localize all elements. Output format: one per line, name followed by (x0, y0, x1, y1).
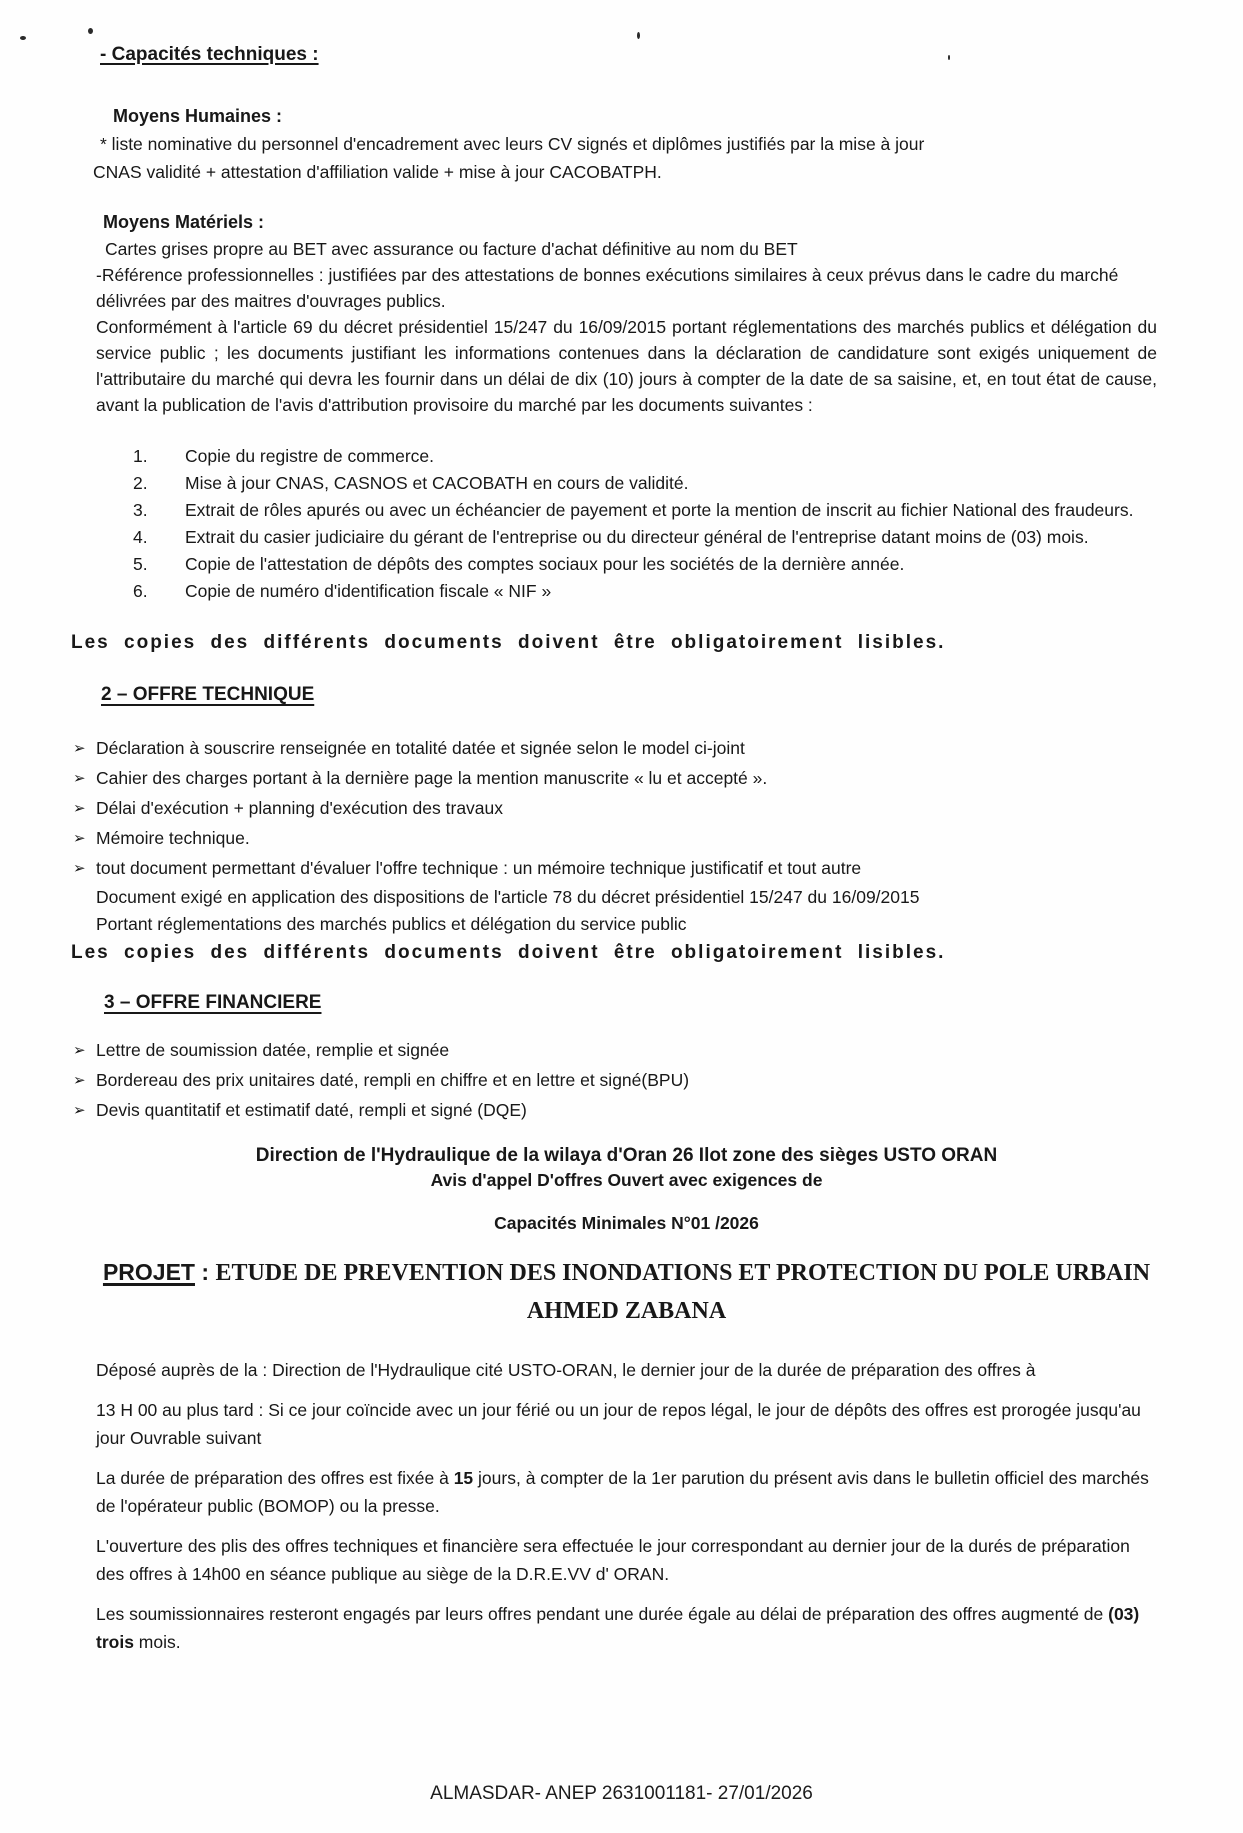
required-documents-list (133, 444, 1157, 604)
capacites-techniques-heading: - Capacités techniques : (100, 44, 319, 65)
engagement-paragraph (96, 1600, 1157, 1656)
list-item-number: 6. (133, 581, 148, 601)
arrow-bullet-icon: ➢ (73, 1072, 86, 1089)
lisibles-note-2: Les copies des différents documents doivent être obligatoirement lisibles. (71, 942, 946, 963)
list-item (73, 1096, 1157, 1125)
deadline-paragraph: 13 H 00 au plus tard : Si ce jour coïncide avec un jour férié ou un jour de repos légal, le jour de dépôts des offres est prorogée jusqu'au jour Ouvrable suivant (96, 1400, 1141, 1448)
conformement-article-69-paragraph: Conformément à l'article 69 du décret présidentiel 15/247 du 16/09/2015 portant réglementations des marchés publics et délégation du service public ; les documents justifiant les informations contenues dans la déclaration de candidature sont exigés uniquement de l'attributaire du marché qui devra les fournir dans un délai de dix (10) jours à compter de la date de sa saisine, et, en tout état de cause, avant la publication de l'avis d'attribution provisoire du marché par les documents suivantes : (96, 317, 1157, 415)
arrow-bullet-icon: ➢ (73, 860, 86, 877)
lisibles-note-1: Les copies des différents documents doivent être obligatoirement lisibles. (71, 632, 946, 653)
ouverture-plis-paragraph: L'ouverture des plis des offres techniques et financière sera effectuée le jour correspondant au dernier jour de la durés de préparation des offres à 14h00 en séance publique au siège de la D.R.E.VV d' ORAN. (96, 1536, 1130, 1584)
list-item-text: Bordereau des prix unitaires daté, rempli en chiffre et en lettre et signé(BPU) (96, 1070, 690, 1090)
offre-technique-heading: 2 – OFFRE TECHNIQUE (101, 684, 315, 705)
moyens-humaines-line-2: CNAS validité + attestation d'affiliation valide + mise à jour CACOBATPH. (93, 162, 662, 182)
offre-financiere-list (73, 1036, 1157, 1125)
list-item-text: Cahier des charges portant à la dernière page la mention manuscrite « lu et accepté ». (96, 768, 768, 788)
projet-label: PROJET (102, 1259, 195, 1285)
list-item (73, 854, 1157, 883)
list-item-text: Délai d'exécution + planning d'exécution des travaux (96, 798, 504, 818)
arrow-bullet-icon: ➢ (73, 800, 86, 817)
depot-paragraph: Déposé auprès de la : Direction de l'Hydraulique cité USTO-ORAN, le dernier jour de la durée de préparation des offres à (96, 1360, 1036, 1380)
list-item (73, 1036, 1157, 1065)
list-item-text: Extrait du casier judiciaire du gérant de l'entreprise ou du directeur général de l'entreprise datant moins de (03) mois. (185, 527, 1089, 547)
references-professionnelles-paragraph: -Référence professionnelles : justifiées par des attestations de bonnes exécutions similaires à ceux prévus dans le cadre du marché délivrées par des maitres d'ouvrages publics. (96, 265, 1119, 311)
list-item-text: Copie de numéro d'identification fiscale « NIF » (185, 581, 552, 601)
arrow-bullet-icon: ➢ (73, 830, 86, 847)
list-item-text: tout document permettant d'évaluer l'offre technique : un mémoire technique justificatif et tout autre (96, 858, 862, 878)
offre-financiere-heading: 3 – OFFRE FINANCIERE (104, 992, 322, 1013)
list-item-text: Mémoire technique. (96, 828, 250, 848)
moyens-materiels-heading: Moyens Matériels : (103, 212, 265, 232)
list-item (133, 552, 1157, 577)
moyens-humaines-heading: Moyens Humaines : (113, 106, 283, 126)
arrow-bullet-icon: ➢ (73, 1042, 86, 1059)
issuer-block (96, 1145, 1157, 1234)
list-item (73, 764, 1157, 793)
list-item (133, 525, 1157, 550)
scan-artifact (20, 36, 26, 40)
moyens-materiels-line-1: Cartes grises propre au BET avec assurance ou facture d'achat définitive au nom du BET (105, 239, 798, 259)
list-item-text: Lettre de soumission datée, remplie et signée (96, 1040, 450, 1060)
list-item-text: Déclaration à souscrire renseignée en totalité datée et signée selon le model ci-joint (96, 738, 745, 758)
list-item (133, 471, 1157, 496)
list-item-number: 3. (133, 500, 148, 520)
list-item-number: 2. (133, 473, 148, 493)
list-item (133, 444, 1157, 469)
offre-technique-continuation-1: Document exigé en application des dispositions de l'article 78 du décret présidentiel 15/247 du 16/09/2015 (96, 887, 920, 907)
scan-artifact (637, 32, 640, 39)
list-item (73, 734, 1157, 763)
list-item (73, 1066, 1157, 1095)
arrow-bullet-icon: ➢ (73, 740, 86, 757)
scan-artifact (948, 55, 950, 60)
avis-appel-offres-line: Avis d'appel D'offres Ouvert avec exigences de (430, 1170, 823, 1190)
anep-footer: ALMASDAR- ANEP 2631001181- 27/01/2026 (430, 1783, 813, 1804)
engagement-post-text: mois. (133, 1632, 181, 1652)
moyens-humaines-line-1: * liste nominative du personnel d'encadrement avec leurs CV signés et diplômes justifiés par la mise à jour (100, 134, 925, 154)
list-item-text: Copie du registre de commerce. (185, 446, 434, 466)
list-item (73, 794, 1157, 823)
capacites-minimales-line: Capacités Minimales N°01 /2026 (494, 1213, 759, 1233)
duree-pre-text: La durée de préparation des offres est fixée à (96, 1468, 454, 1488)
projet-title-line-1 (96, 1256, 1157, 1292)
arrow-bullet-icon: ➢ (73, 770, 86, 787)
projet-colon: : (194, 1259, 216, 1285)
duree-preparation-paragraph (96, 1464, 1157, 1520)
list-item-text: Mise à jour CNAS, CASNOS et CACOBATH en cours de validité. (185, 473, 689, 493)
list-item-text: Devis quantitatif et estimatif daté, rempli et signé (DQE) (96, 1100, 527, 1120)
arrow-bullet-icon: ➢ (73, 1102, 86, 1119)
list-item (73, 824, 1157, 853)
engagement-duree-value: (03) trois (96, 1604, 1140, 1652)
offre-technique-list (73, 734, 1157, 883)
projet-title-block (96, 1256, 1157, 1328)
projet-title-line-2: AHMED ZABANA (526, 1298, 727, 1324)
issuer-direction-line: Direction de l'Hydraulique de la wilaya d'Oran 26 Ilot zone des sièges USTO ORAN (255, 1145, 998, 1166)
list-item-number: 5. (133, 554, 148, 574)
projet-title-text: ETUDE DE PREVENTION DES INONDATIONS ET PROTECTION DU POLE URBAIN (215, 1260, 1151, 1286)
list-item (133, 498, 1157, 523)
list-item (133, 579, 1157, 604)
duree-post-text: jours, à compter de la 1er parution du présent avis dans le bulletin officiel des marchés de l'opérateur public (BOMOP) ou la presse. (96, 1468, 1149, 1516)
list-item-number: 1. (133, 446, 148, 466)
scan-artifact (88, 28, 93, 34)
list-item-text: Copie de l'attestation de dépôts des comptes sociaux pour les sociétés de la dernière année. (185, 554, 905, 574)
engagement-pre-text: Les soumissionnaires resteront engagés par leurs offres pendant une durée égale au délai de préparation des offres augmenté de (96, 1604, 1109, 1624)
list-item-text: Extrait de rôles apurés ou avec un échéancier de payement et porte la mention de inscrit au fichier National des fraudeurs. (185, 500, 1134, 520)
list-item-number: 4. (133, 527, 148, 547)
duree-jours-value: 15 (453, 1468, 474, 1488)
offre-technique-continuation-2: Portant réglementations des marchés publics et délégation du service public (96, 914, 687, 934)
